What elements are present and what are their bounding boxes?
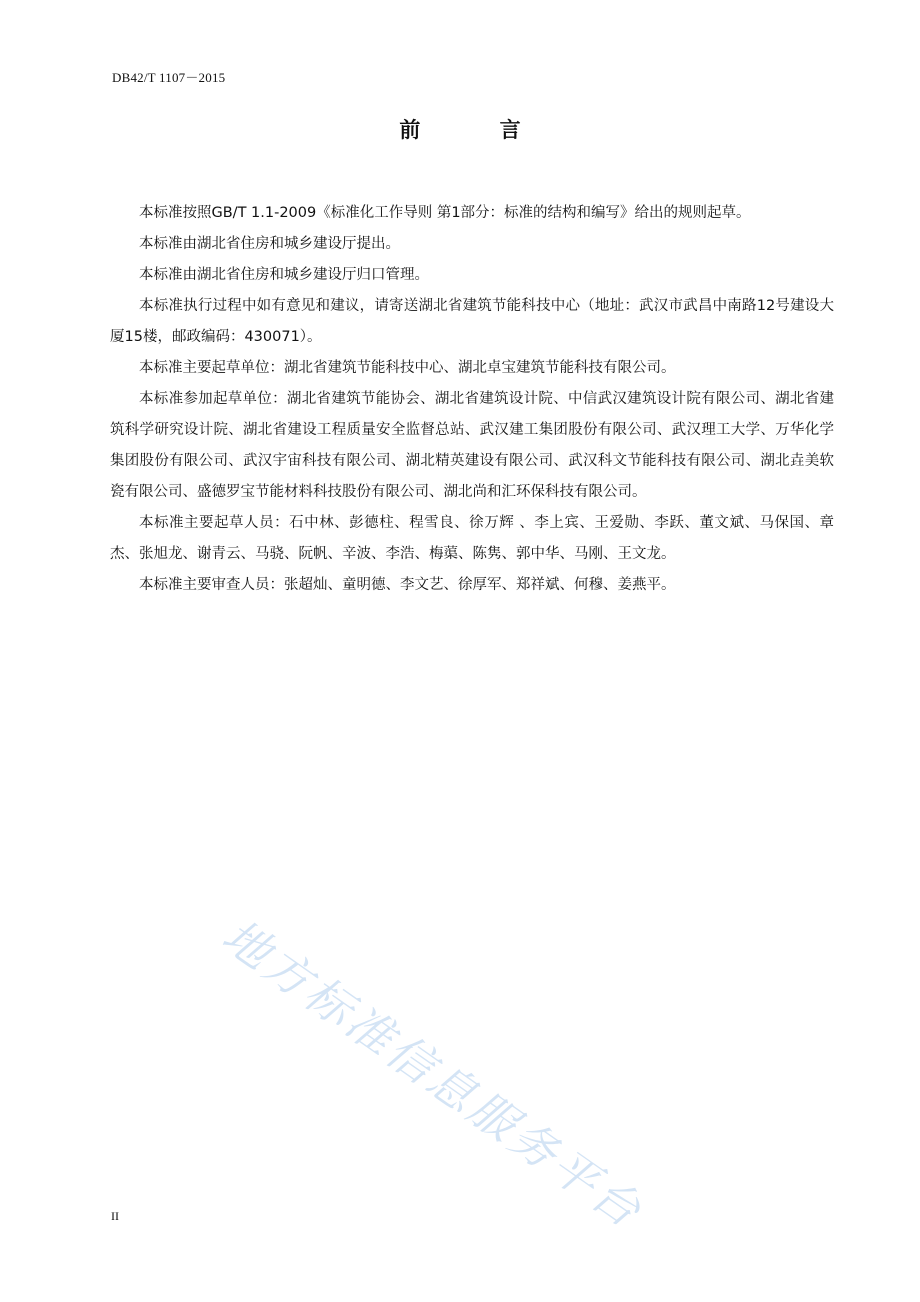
paragraph-drafting-rules: 本标准按照GB/T 1.1-2009《标准化工作导则 第1部分：标准的结构和编写》给出的规则起草。 <box>139 205 751 221</box>
watermark: 地方标准信息服务平台 <box>212 908 654 1240</box>
paragraph-main-reviewers: 本标准主要审查人员：张超灿、童明德、李文艺、徐厚军、郑祥斌、何穆、姜燕平。 <box>139 577 676 593</box>
foreword-body <box>110 198 834 601</box>
paragraph-main-drafting-units: 本标准主要起草单位：湖北省建筑节能科技中心、湖北卓宝建筑节能科技有限公司。 <box>139 360 676 376</box>
paragraph-feedback-address: 本标准执行过程中如有意见和建议，请寄送湖北省建筑节能科技中心（地址：武汉市武昌中南路12号建设大厦15楼，邮政编码：430071）。 <box>110 298 834 345</box>
paragraph-proposed-by: 本标准由湖北省住房和城乡建设厅提出。 <box>139 236 400 252</box>
paragraph-main-drafters: 本标准主要起草人员：石中林、彭德柱、程雪良、徐万辉 、李上宾、王爱勋、李跃、董文斌、马保国、章杰、张旭龙、谢青云、马骁、阮帆、辛波、李浩、梅蕖、陈隽、郭中华、马刚、王文龙。 <box>110 515 834 562</box>
paragraph-managed-by: 本标准由湖北省住房和城乡建设厅归口管理。 <box>139 267 429 283</box>
page-title: 前 言 <box>399 118 557 142</box>
page-number: II <box>111 1209 119 1223</box>
paragraph-participating-units: 本标准参加起草单位：湖北省建筑节能协会、湖北省建筑设计院、中信武汉建筑设计院有限公司、湖北省建筑科学研究设计院、湖北省建设工程质量安全监督总站、武汉建工集团股份有限公司、武汉理工大学、万华化学集团股份有限公司、武汉宇宙科技有限公司、湖北精英建设有限公司、武汉科文节能科技有限公司、湖北垚美软瓷有限公司、盛德罗宝节能材料科技股份有限公司、湖北尚和汇环保科技有限公司。 <box>110 391 834 500</box>
document-code: DB42/T 1107－2015 <box>112 70 226 85</box>
